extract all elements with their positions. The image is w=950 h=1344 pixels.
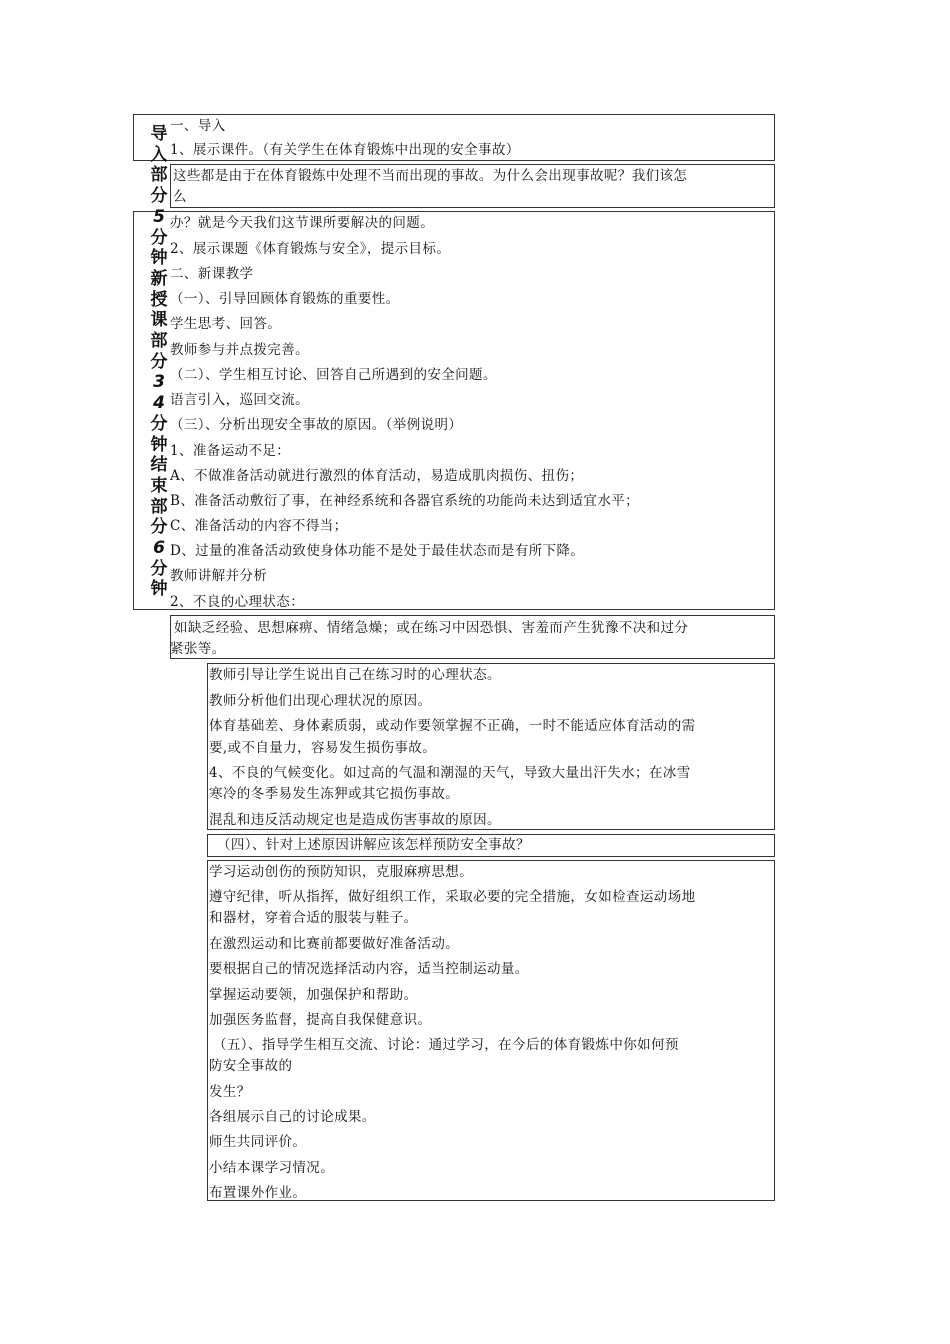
side-label-char: 束 [150,475,168,496]
text-line: 防安全事故的 [209,1058,293,1074]
side-label-char: 分 [150,227,168,248]
text-line: 教师参与并点拨完善。 [170,342,309,358]
text-line: （三）、分析出现安全事故的原因。（举例说明） [170,417,463,433]
side-label-char: 新 [150,268,168,289]
text-line: 一、导入 [170,118,226,134]
text-line: 办？就是今天我们这节课所要解决的问题。 [170,215,435,231]
side-label-char: 课 [150,310,168,331]
text-line: A、不做准备活动就进行激烈的体育活动，易造成肌肉损伤、扭伤； [170,468,584,484]
text-line: 布置课外作业。 [209,1185,307,1201]
side-label-char: 钟 [150,434,168,455]
side-label-char: 分 [150,351,168,372]
text-line: 遵守纪律，听从指挥，做好组织工作，采取必要的完全措施，女如检查运动场地 [209,889,696,905]
text-line: 掌握运动要领，加强保护和帮助。 [209,987,418,1003]
text-line: （二）、学生相互讨论、回答自己所遇到的安全问题。 [170,367,497,383]
text-line: 加强医务监督，提高自我保健意识。 [209,1012,432,1028]
side-label-char: 部 [150,331,168,351]
side-label-char: 分 [150,186,168,207]
text-line: （一）、引导回顾体育锻炼的重要性。 [170,291,400,307]
text-line: 如缺乏经验、思想麻痹、情绪急燥；或在练习中因恐惧、害羞而产生犹豫不决和过分 [174,620,689,636]
side-label-char: 钟 [150,579,168,600]
text-line: C、准备活动的内容不得当； [170,518,348,534]
text-line: 1、展示课件。（有关学生在体育锻炼中出现的安全事故） [170,142,520,158]
text-line: （四）、针对上述原因讲解应该怎样预防安全事故？ [217,837,530,853]
side-label-char: 结 [150,455,168,476]
side-label-char: 5 [153,206,165,227]
text-line: 学习运动创伤的预防知识，克服麻痹思想。 [209,864,474,880]
side-label-char: 钟 [150,248,168,269]
text-line: 在激烈运动和比赛前都要做好准备活动。 [209,936,460,952]
side-label-char: 6 [153,538,165,558]
text-line: 教师分析他们出现心理状况的原因。 [209,693,432,709]
side-label-char: 3 [153,372,165,393]
side-label-char: 分 [150,517,168,538]
text-line: 2、不良的心理状态： [170,594,305,610]
side-label-char: 分 [150,413,168,434]
text-line: 师生共同评价。 [209,1134,307,1150]
side-label-char: 授 [150,289,168,310]
text-line: 2、展示课题《体育锻炼与安全》，提示目标。 [170,241,451,257]
text-line: （五）、指导学生相互交流、讨论：通过学习，在今后的体育锻炼中你如何预 [213,1037,679,1053]
text-line: 发生？ [209,1084,251,1100]
text-line: 这些都是由于在体育锻炼中处理不当而出现的事故。为什么会出现事故呢？我们该怎 [173,168,688,184]
text-line: 教师引导让学生说出自己在练习时的心理状态。 [209,667,501,683]
text-line: 学生思考、回答。 [170,316,282,332]
text-line: 要,或不自量力，容易发生损伤事故。 [209,740,437,756]
side-label-char: 分 [150,558,168,579]
text-line: 语言引入，巡回交流。 [170,392,309,408]
side-label-char: 部 [150,496,168,517]
side-label-char: 部 [150,165,168,186]
side-label-char: 导 [150,124,168,144]
text-line: 紧张等。 [170,641,226,657]
text-line: 4、不良的气候变化。如过高的气温和潮湿的天气，导致大量出汗失水；在冰雪 [209,765,691,781]
side-label-char: 入 [150,144,168,165]
side-label-char: 4 [153,393,165,414]
text-line: 和器材，穿着合适的服装与鞋子。 [209,910,418,926]
text-line: B、准备活动敷衍了事，在神经系统和各器官系统的功能尚未达到适宜水平； [170,493,640,509]
text-line: 混乱和违反活动规定也是造成伤害事故的原因。 [209,812,501,828]
text-line: 二、新课教学 [170,266,254,282]
text-line: 1、准备运动不足： [170,443,291,459]
text-line: 么 [173,189,187,205]
text-line: 要根据自己的情况选择活动内容，适当控制运动量。 [209,961,529,977]
text-line: 各组展示自己的讨论成果。 [209,1109,376,1125]
text-line: 教师讲解并分析 [170,568,268,584]
text-line: 寒冷的冬季易发生冻狎或其它损伤事故。 [209,786,460,802]
text-line: 小结本课学习情况。 [209,1160,335,1176]
text-line: D、过量的准备活动致使身体功能不是处于最佳状态而是有所下降。 [170,543,585,559]
text-line: 体育基础差、身体素质弱，或动作要领掌握不正确，一时不能适应体育活动的需 [209,718,696,734]
